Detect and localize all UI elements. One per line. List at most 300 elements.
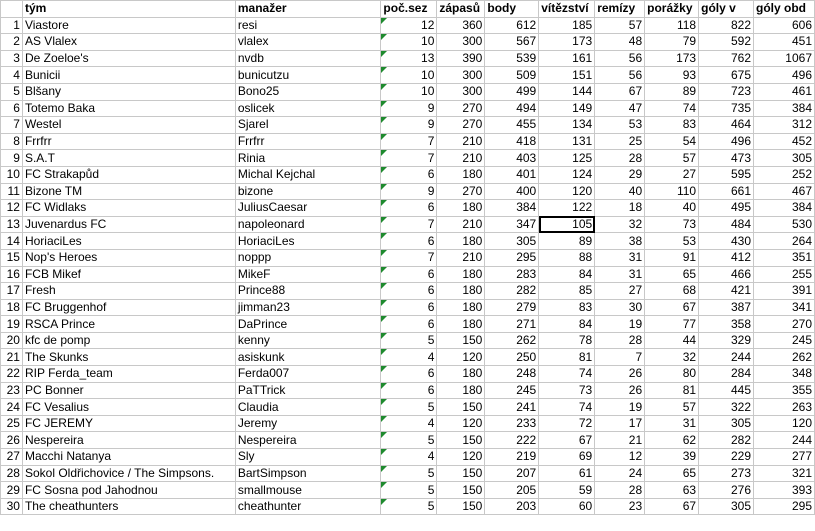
losses-cell[interactable]: 74 [645, 100, 699, 117]
goals-for-cell[interactable]: 473 [699, 150, 754, 167]
points-cell[interactable]: 245 [485, 382, 539, 399]
wins-cell[interactable]: 85 [539, 283, 595, 300]
goals-for-cell[interactable]: 282 [699, 432, 754, 449]
matches-cell[interactable]: 180 [437, 299, 485, 316]
goals-against-cell[interactable]: 255 [754, 266, 815, 283]
seasons-cell[interactable]: 6 [381, 366, 437, 383]
row-number-cell[interactable]: 2 [1, 34, 23, 51]
team-cell[interactable]: Westel [22, 117, 235, 134]
goals-against-cell[interactable]: 341 [754, 299, 815, 316]
points-cell[interactable]: 403 [485, 150, 539, 167]
draws-cell[interactable]: 17 [595, 415, 645, 432]
goals-for-cell[interactable]: 430 [699, 233, 754, 250]
points-cell[interactable]: 219 [485, 449, 539, 466]
team-cell[interactable]: FC Sosna pod Jahodnou [22, 482, 235, 499]
wins-cell[interactable]: 60 [539, 498, 595, 515]
losses-cell[interactable]: 57 [645, 150, 699, 167]
row-number-cell[interactable]: 17 [1, 283, 23, 300]
matches-cell[interactable]: 180 [437, 382, 485, 399]
points-cell[interactable]: 418 [485, 133, 539, 150]
seasons-cell[interactable]: 7 [381, 216, 437, 233]
points-cell[interactable]: 241 [485, 399, 539, 416]
seasons-cell[interactable]: 4 [381, 415, 437, 432]
losses-cell[interactable]: 89 [645, 83, 699, 100]
goals-against-cell[interactable]: 496 [754, 67, 815, 84]
seasons-cell[interactable]: 12 [381, 17, 437, 34]
goals-against-cell[interactable]: 263 [754, 399, 815, 416]
goals-against-cell[interactable]: 1067 [754, 50, 815, 67]
team-cell[interactable]: Totemo Baka [22, 100, 235, 117]
matches-cell[interactable]: 150 [437, 332, 485, 349]
team-cell[interactable]: Nop's Heroes [22, 249, 235, 266]
matches-cell[interactable]: 180 [437, 316, 485, 333]
wins-cell[interactable]: 122 [539, 200, 595, 217]
draws-cell[interactable]: 31 [595, 266, 645, 283]
draws-cell[interactable]: 28 [595, 482, 645, 499]
team-cell[interactable]: FC JEREMY [22, 415, 235, 432]
goals-for-cell[interactable]: 592 [699, 34, 754, 51]
seasons-cell[interactable]: 10 [381, 67, 437, 84]
matches-cell[interactable]: 150 [437, 399, 485, 416]
goals-against-cell[interactable]: 295 [754, 498, 815, 515]
team-cell[interactable]: Blšany [22, 83, 235, 100]
goals-for-cell[interactable]: 445 [699, 382, 754, 399]
row-number-cell[interactable]: 21 [1, 349, 23, 366]
draws-cell[interactable]: 19 [595, 316, 645, 333]
goals-for-cell[interactable]: 244 [699, 349, 754, 366]
points-cell[interactable]: 401 [485, 166, 539, 183]
draws-cell[interactable]: 12 [595, 449, 645, 466]
points-cell[interactable]: 400 [485, 183, 539, 200]
wins-cell[interactable]: 83 [539, 299, 595, 316]
draws-cell[interactable]: 23 [595, 498, 645, 515]
row-number-cell[interactable]: 24 [1, 399, 23, 416]
matches-cell[interactable]: 300 [437, 83, 485, 100]
wins-cell[interactable]: 149 [539, 100, 595, 117]
matches-cell[interactable]: 300 [437, 34, 485, 51]
seasons-cell[interactable]: 9 [381, 183, 437, 200]
points-cell[interactable]: 509 [485, 67, 539, 84]
row-number-cell[interactable]: 4 [1, 67, 23, 84]
row-number-cell[interactable]: 7 [1, 117, 23, 134]
manager-cell[interactable]: MikeF [235, 266, 381, 283]
losses-cell[interactable]: 39 [645, 449, 699, 466]
row-number-cell[interactable]: 1 [1, 17, 23, 34]
points-cell[interactable]: 271 [485, 316, 539, 333]
goals-against-cell[interactable]: 393 [754, 482, 815, 499]
matches-cell[interactable]: 270 [437, 117, 485, 134]
draws-cell[interactable]: 29 [595, 166, 645, 183]
wins-cell[interactable]: 74 [539, 399, 595, 416]
points-cell[interactable]: 612 [485, 17, 539, 34]
losses-cell[interactable]: 93 [645, 67, 699, 84]
losses-cell[interactable]: 83 [645, 117, 699, 134]
goals-for-cell[interactable]: 496 [699, 133, 754, 150]
manager-cell[interactable]: BartSimpson [235, 465, 381, 482]
points-cell[interactable]: 262 [485, 332, 539, 349]
losses-cell[interactable]: 53 [645, 233, 699, 250]
goals-against-cell[interactable]: 452 [754, 133, 815, 150]
row-number-cell[interactable]: 29 [1, 482, 23, 499]
goals-against-cell[interactable]: 461 [754, 83, 815, 100]
goals-for-cell[interactable]: 329 [699, 332, 754, 349]
points-cell[interactable]: 499 [485, 83, 539, 100]
points-cell[interactable]: 305 [485, 233, 539, 250]
manager-cell[interactable]: jimman23 [235, 299, 381, 316]
row-number-cell[interactable]: 25 [1, 415, 23, 432]
goals-against-cell[interactable]: 321 [754, 465, 815, 482]
wins-cell[interactable]: 89 [539, 233, 595, 250]
draws-cell[interactable]: 56 [595, 67, 645, 84]
manager-cell[interactable]: asiskunk [235, 349, 381, 366]
losses-cell[interactable]: 173 [645, 50, 699, 67]
team-cell[interactable]: FC Bruggenhof [22, 299, 235, 316]
team-cell[interactable]: The Skunks [22, 349, 235, 366]
draws-cell[interactable]: 67 [595, 83, 645, 100]
row-number-cell[interactable]: 30 [1, 498, 23, 515]
losses-cell[interactable]: 62 [645, 432, 699, 449]
manager-cell[interactable]: HoriaciLes [235, 233, 381, 250]
losses-cell[interactable]: 63 [645, 482, 699, 499]
goals-for-cell[interactable]: 229 [699, 449, 754, 466]
matches-cell[interactable]: 150 [437, 498, 485, 515]
manager-cell[interactable]: kenny [235, 332, 381, 349]
manager-cell[interactable]: Bono25 [235, 83, 381, 100]
goals-against-cell[interactable]: 451 [754, 34, 815, 51]
draws-cell[interactable]: 25 [595, 133, 645, 150]
manager-cell[interactable]: bizone [235, 183, 381, 200]
wins-cell[interactable]: 67 [539, 432, 595, 449]
header-losses[interactable]: porážky [645, 1, 699, 18]
header-wins[interactable]: vítězství [539, 1, 595, 18]
wins-cell[interactable]: 161 [539, 50, 595, 67]
points-cell[interactable]: 567 [485, 34, 539, 51]
matches-cell[interactable]: 270 [437, 100, 485, 117]
header-goals-for[interactable]: góly v [699, 1, 754, 18]
goals-against-cell[interactable]: 351 [754, 249, 815, 266]
header-team[interactable]: tým [22, 1, 235, 18]
losses-cell[interactable]: 67 [645, 498, 699, 515]
seasons-cell[interactable]: 6 [381, 283, 437, 300]
draws-cell[interactable]: 19 [595, 399, 645, 416]
goals-against-cell[interactable]: 270 [754, 316, 815, 333]
matches-cell[interactable]: 180 [437, 200, 485, 217]
goals-against-cell[interactable]: 384 [754, 100, 815, 117]
matches-cell[interactable]: 210 [437, 150, 485, 167]
losses-cell[interactable]: 65 [645, 266, 699, 283]
losses-cell[interactable]: 67 [645, 299, 699, 316]
goals-for-cell[interactable]: 484 [699, 216, 754, 233]
losses-cell[interactable]: 91 [645, 249, 699, 266]
manager-cell[interactable]: Sjarel [235, 117, 381, 134]
draws-cell[interactable]: 48 [595, 34, 645, 51]
seasons-cell[interactable]: 9 [381, 117, 437, 134]
manager-cell[interactable]: cheathunter [235, 498, 381, 515]
team-cell[interactable]: Macchi Natanya [22, 449, 235, 466]
wins-cell[interactable]: 120 [539, 183, 595, 200]
row-number-cell[interactable]: 19 [1, 316, 23, 333]
losses-cell[interactable]: 65 [645, 465, 699, 482]
team-cell[interactable]: FC Vesalius [22, 399, 235, 416]
row-number-cell[interactable]: 14 [1, 233, 23, 250]
seasons-cell[interactable]: 6 [381, 299, 437, 316]
seasons-cell[interactable]: 7 [381, 133, 437, 150]
team-cell[interactable]: kfc de pomp [22, 332, 235, 349]
manager-cell[interactable]: Sly [235, 449, 381, 466]
goals-against-cell[interactable]: 530 [754, 216, 815, 233]
matches-cell[interactable]: 150 [437, 465, 485, 482]
points-cell[interactable]: 347 [485, 216, 539, 233]
goals-for-cell[interactable]: 412 [699, 249, 754, 266]
losses-cell[interactable]: 118 [645, 17, 699, 34]
matches-cell[interactable]: 180 [437, 233, 485, 250]
manager-cell[interactable]: Claudia [235, 399, 381, 416]
wins-cell[interactable]: 81 [539, 349, 595, 366]
points-cell[interactable]: 539 [485, 50, 539, 67]
goals-against-cell[interactable]: 355 [754, 382, 815, 399]
manager-cell[interactable]: Prince88 [235, 283, 381, 300]
manager-cell[interactable]: resi [235, 17, 381, 34]
losses-cell[interactable]: 27 [645, 166, 699, 183]
row-number-cell[interactable]: 3 [1, 50, 23, 67]
goals-against-cell[interactable]: 120 [754, 415, 815, 432]
row-number-cell[interactable]: 15 [1, 249, 23, 266]
seasons-cell[interactable]: 10 [381, 34, 437, 51]
draws-cell[interactable]: 27 [595, 283, 645, 300]
matches-cell[interactable]: 150 [437, 432, 485, 449]
wins-cell[interactable]: 72 [539, 415, 595, 432]
team-cell[interactable]: Frrfrr [22, 133, 235, 150]
goals-for-cell[interactable]: 661 [699, 183, 754, 200]
row-number-cell[interactable]: 27 [1, 449, 23, 466]
points-cell[interactable]: 248 [485, 366, 539, 383]
draws-cell[interactable]: 18 [595, 200, 645, 217]
wins-cell[interactable]: 125 [539, 150, 595, 167]
goals-for-cell[interactable]: 305 [699, 415, 754, 432]
row-number-cell[interactable]: 13 [1, 216, 23, 233]
losses-cell[interactable]: 110 [645, 183, 699, 200]
draws-cell[interactable]: 40 [595, 183, 645, 200]
goals-against-cell[interactable]: 305 [754, 150, 815, 167]
wins-cell[interactable]: 185 [539, 17, 595, 34]
manager-cell[interactable]: nvdb [235, 50, 381, 67]
goals-for-cell[interactable]: 822 [699, 17, 754, 34]
wins-cell[interactable]: 131 [539, 133, 595, 150]
header-goals-against[interactable]: góly obd [754, 1, 815, 18]
losses-cell[interactable]: 44 [645, 332, 699, 349]
matches-cell[interactable]: 270 [437, 183, 485, 200]
seasons-cell[interactable]: 6 [381, 316, 437, 333]
seasons-cell[interactable]: 13 [381, 50, 437, 67]
seasons-cell[interactable]: 5 [381, 465, 437, 482]
seasons-cell[interactable]: 7 [381, 150, 437, 167]
row-number-cell[interactable]: 6 [1, 100, 23, 117]
seasons-cell[interactable]: 5 [381, 399, 437, 416]
wins-cell[interactable]: 88 [539, 249, 595, 266]
matches-cell[interactable]: 150 [437, 482, 485, 499]
header-draws[interactable]: remízy [595, 1, 645, 18]
manager-cell[interactable]: noppp [235, 249, 381, 266]
team-cell[interactable]: Fresh [22, 283, 235, 300]
points-cell[interactable]: 207 [485, 465, 539, 482]
goals-for-cell[interactable]: 387 [699, 299, 754, 316]
losses-cell[interactable]: 73 [645, 216, 699, 233]
team-cell[interactable]: Sokol Oldřichovice / The Simpsons. [22, 465, 235, 482]
goals-for-cell[interactable]: 762 [699, 50, 754, 67]
goals-against-cell[interactable]: 384 [754, 200, 815, 217]
row-number-cell[interactable]: 28 [1, 465, 23, 482]
row-number-cell[interactable]: 5 [1, 83, 23, 100]
matches-cell[interactable]: 210 [437, 133, 485, 150]
losses-cell[interactable]: 32 [645, 349, 699, 366]
manager-cell[interactable]: DaPrince [235, 316, 381, 333]
corner-cell[interactable] [1, 1, 23, 18]
points-cell[interactable]: 203 [485, 498, 539, 515]
goals-against-cell[interactable]: 252 [754, 166, 815, 183]
team-cell[interactable]: RIP Ferda_team [22, 366, 235, 383]
seasons-cell[interactable]: 7 [381, 249, 437, 266]
seasons-cell[interactable]: 5 [381, 498, 437, 515]
team-cell[interactable]: FCB Mikef [22, 266, 235, 283]
wins-cell[interactable]: 144 [539, 83, 595, 100]
goals-for-cell[interactable]: 495 [699, 200, 754, 217]
goals-against-cell[interactable]: 262 [754, 349, 815, 366]
matches-cell[interactable]: 120 [437, 349, 485, 366]
seasons-cell[interactable]: 4 [381, 349, 437, 366]
team-cell[interactable]: Bizone TM [22, 183, 235, 200]
goals-for-cell[interactable]: 735 [699, 100, 754, 117]
draws-cell[interactable]: 28 [595, 150, 645, 167]
points-cell[interactable]: 283 [485, 266, 539, 283]
goals-for-cell[interactable]: 595 [699, 166, 754, 183]
points-cell[interactable]: 455 [485, 117, 539, 134]
manager-cell[interactable]: Frrfrr [235, 133, 381, 150]
wins-cell[interactable]: 134 [539, 117, 595, 134]
seasons-cell[interactable]: 5 [381, 432, 437, 449]
points-cell[interactable]: 222 [485, 432, 539, 449]
draws-cell[interactable]: 47 [595, 100, 645, 117]
matches-cell[interactable]: 390 [437, 50, 485, 67]
matches-cell[interactable]: 210 [437, 249, 485, 266]
goals-against-cell[interactable]: 606 [754, 17, 815, 34]
team-cell[interactable]: Juvenardus FC [22, 216, 235, 233]
goals-against-cell[interactable]: 467 [754, 183, 815, 200]
team-cell[interactable]: Bunicii [22, 67, 235, 84]
manager-cell[interactable]: JuliusCaesar [235, 200, 381, 217]
team-cell[interactable]: FC Strakapůd [22, 166, 235, 183]
points-cell[interactable]: 233 [485, 415, 539, 432]
wins-cell[interactable]: 61 [539, 465, 595, 482]
manager-cell[interactable]: Michal Kejchal [235, 166, 381, 183]
manager-cell[interactable]: smallmouse [235, 482, 381, 499]
wins-cell[interactable]: 73 [539, 382, 595, 399]
seasons-cell[interactable]: 9 [381, 100, 437, 117]
header-matches[interactable]: zápasů [437, 1, 485, 18]
team-cell[interactable]: FC Widlaks [22, 200, 235, 217]
points-cell[interactable]: 279 [485, 299, 539, 316]
row-number-cell[interactable]: 23 [1, 382, 23, 399]
wins-cell[interactable]: 84 [539, 266, 595, 283]
team-cell[interactable]: Nespereira [22, 432, 235, 449]
header-points[interactable]: body [485, 1, 539, 18]
matches-cell[interactable]: 120 [437, 415, 485, 432]
goals-against-cell[interactable]: 277 [754, 449, 815, 466]
goals-against-cell[interactable]: 312 [754, 117, 815, 134]
draws-cell[interactable]: 24 [595, 465, 645, 482]
goals-for-cell[interactable]: 273 [699, 465, 754, 482]
goals-for-cell[interactable]: 276 [699, 482, 754, 499]
goals-for-cell[interactable]: 322 [699, 399, 754, 416]
wins-cell[interactable]: 151 [539, 67, 595, 84]
team-cell[interactable]: De Zoeloe's [22, 50, 235, 67]
draws-cell[interactable]: 26 [595, 366, 645, 383]
row-number-cell[interactable]: 16 [1, 266, 23, 283]
losses-cell[interactable]: 40 [645, 200, 699, 217]
losses-cell[interactable]: 31 [645, 415, 699, 432]
team-cell[interactable]: The cheathunters [22, 498, 235, 515]
wins-cell[interactable]: 173 [539, 34, 595, 51]
draws-cell[interactable]: 21 [595, 432, 645, 449]
wins-cell[interactable]: 69 [539, 449, 595, 466]
draws-cell[interactable]: 30 [595, 299, 645, 316]
matches-cell[interactable]: 180 [437, 266, 485, 283]
losses-cell[interactable]: 57 [645, 399, 699, 416]
wins-cell[interactable]: 84 [539, 316, 595, 333]
seasons-cell[interactable]: 6 [381, 382, 437, 399]
team-cell[interactable]: RSCA Prince [22, 316, 235, 333]
matches-cell[interactable]: 210 [437, 216, 485, 233]
matches-cell[interactable]: 300 [437, 67, 485, 84]
matches-cell[interactable]: 360 [437, 17, 485, 34]
wins-cell[interactable]: 59 [539, 482, 595, 499]
goals-for-cell[interactable]: 723 [699, 83, 754, 100]
manager-cell[interactable]: Rinia [235, 150, 381, 167]
manager-cell[interactable]: PaTTrick [235, 382, 381, 399]
team-cell[interactable]: PC Bonner [22, 382, 235, 399]
row-number-cell[interactable]: 9 [1, 150, 23, 167]
matches-cell[interactable]: 180 [437, 366, 485, 383]
seasons-cell[interactable]: 6 [381, 266, 437, 283]
matches-cell[interactable]: 180 [437, 166, 485, 183]
header-manager[interactable]: manažer [235, 1, 381, 18]
draws-cell[interactable]: 26 [595, 382, 645, 399]
losses-cell[interactable]: 81 [645, 382, 699, 399]
seasons-cell[interactable]: 6 [381, 200, 437, 217]
goals-against-cell[interactable]: 264 [754, 233, 815, 250]
team-cell[interactable]: AS Vlalex [22, 34, 235, 51]
draws-cell[interactable]: 28 [595, 332, 645, 349]
goals-for-cell[interactable]: 466 [699, 266, 754, 283]
goals-for-cell[interactable]: 305 [699, 498, 754, 515]
losses-cell[interactable]: 79 [645, 34, 699, 51]
seasons-cell[interactable]: 6 [381, 166, 437, 183]
points-cell[interactable]: 250 [485, 349, 539, 366]
goals-for-cell[interactable]: 675 [699, 67, 754, 84]
draws-cell[interactable]: 32 [595, 216, 645, 233]
matches-cell[interactable]: 120 [437, 449, 485, 466]
goals-against-cell[interactable]: 245 [754, 332, 815, 349]
points-cell[interactable]: 295 [485, 249, 539, 266]
wins-cell[interactable]: 124 [539, 166, 595, 183]
wins-cell[interactable]: 105 [539, 216, 595, 233]
goals-for-cell[interactable]: 421 [699, 283, 754, 300]
row-number-cell[interactable]: 26 [1, 432, 23, 449]
team-cell[interactable]: S.A.T [22, 150, 235, 167]
row-number-cell[interactable]: 18 [1, 299, 23, 316]
row-number-cell[interactable]: 20 [1, 332, 23, 349]
header-seasons[interactable]: poč.sez [381, 1, 437, 18]
points-cell[interactable]: 494 [485, 100, 539, 117]
